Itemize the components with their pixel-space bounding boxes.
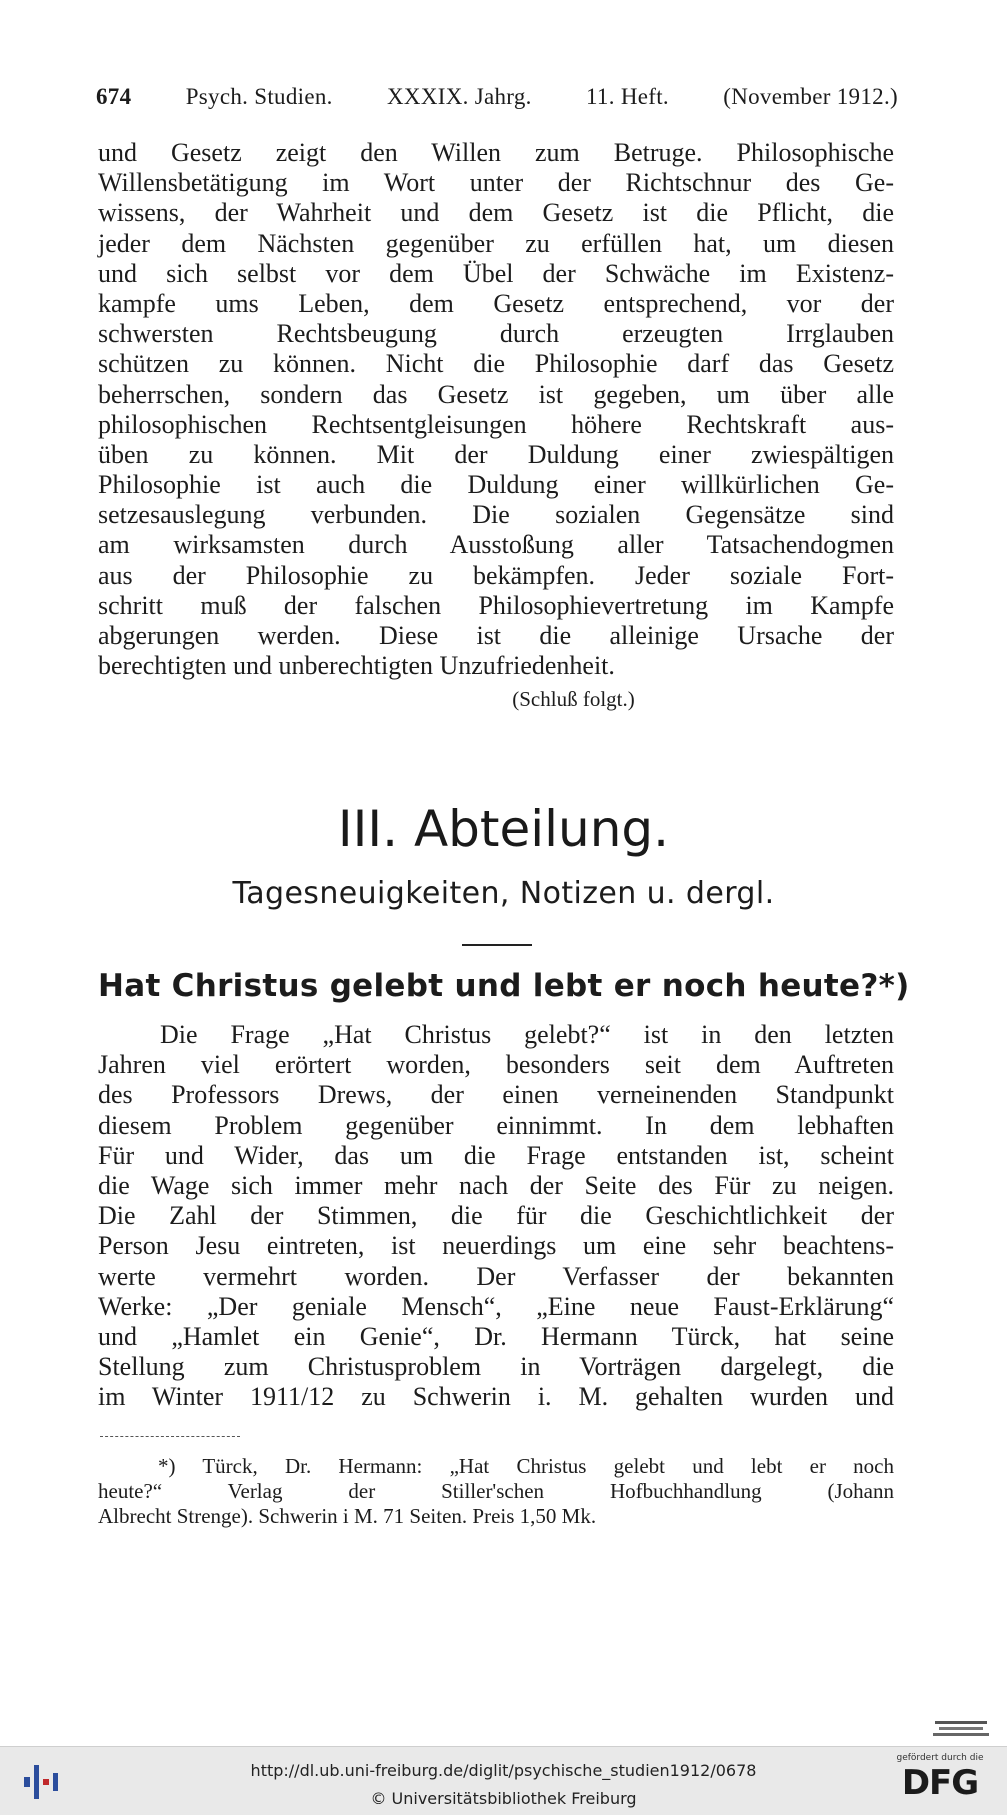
footnote-line: Albrecht Strenge). Schwerin i M. 71 Seiten. Preis 1,50 Mk. [98,1504,597,1528]
text-line: Person Jesu eintreten, ist neuerdings um eine sehr beachtens- [98,1231,894,1261]
copyright-notice: © Universitätsbibliothek Freiburg [370,1789,637,1808]
text-line: werte vermehrt worden. Der Verfasser der bekannten [98,1261,894,1291]
text-line: Werke: „Der geniale Mensch“, „Eine neue Faust-Erklärung“ [98,1291,894,1321]
viewer-footer [0,1746,1007,1815]
text-line: Philosophie ist auch die Duldung einer willkürlichen Ge- [98,470,894,500]
issue: 11. Heft. [585,84,669,109]
text-line: aus der Philosophie zu bekämpfen. Jeder soziale Fort- [98,560,894,590]
text-line: Stellung zum Christusproblem in Vorträgen dargelegt, die [98,1352,894,1382]
text-line: abgerungen werden. Diese ist die alleinige Ursache der [98,621,894,650]
text-line: setzesauslegung verbunden. Die sozialen Gegensätze sind [98,500,894,530]
text-line: am wirksamsten durch Ausstoßung aller Tatsachendogmen [98,530,894,560]
section-divider [462,944,532,946]
dfg-logo-text: DFG [901,1763,979,1803]
scan-target-icon [929,1718,993,1740]
article-body [98,1020,894,1412]
issue-date: (November 1912.) [723,84,898,109]
text-line: kampfe ums Leben, dem Gesetz entsprechend, vor der [98,288,894,318]
footnote-line: heute?“ Verlag der Stiller'schen Hofbuchhandlung (Johann [98,1479,894,1503]
running-head [96,84,898,110]
page-number: 674 [96,84,132,109]
text-line: Die Frage „Hat Christus gelebt?“ ist in den letzten [160,1020,894,1049]
text-line: und Gesetz zeigt den Willen zum Betruge. Philosophische [98,138,894,167]
footnote-line: *) Türck, Dr. Hermann: „Hat Christus gelebt und lebt er noch [158,1454,894,1478]
dfg-logo [885,1753,995,1811]
text-line: schützen zu können. Nicht die Philosophie darf das Gesetz [98,349,894,379]
previous-article-text [98,138,894,681]
article-title: Hat Christus gelebt und lebt er noch heute?*) [98,968,910,1004]
text-line: des Professors Drews, der einen verneinenden Standpunkt [98,1080,894,1110]
text-line: beherrschen, sondern das Gesetz ist gegeben, um über alle [98,379,894,409]
text-line: die Wage sich immer mehr nach der Seite des Für zu neigen. [98,1170,894,1200]
text-line: schritt muß der falschen Philosophievertretung im Kampfe [98,590,894,620]
text-line: schwersten Rechtsbeugung durch erzeugten Irrglauben [98,319,894,349]
text-line: Die Zahl der Stimmen, die für die Geschichtlichkeit der [98,1201,894,1231]
footnote-separator [100,1436,240,1437]
text-line: im Winter 1911/12 zu Schwerin i. M. gehalten wurden und [98,1382,894,1412]
footnote [98,1454,894,1529]
text-line: Jahren viel erörtert worden, besonders seit dem Auftreten [98,1050,894,1080]
text-line: Für und Wider, das um die Frage entstanden ist, scheint [98,1140,894,1170]
document-url[interactable]: http://dl.ub.uni-freiburg.de/diglit/psychische_studien1912/0678 [250,1761,757,1780]
section-subtitle: Tagesneuigkeiten, Notizen u. dergl. [232,876,775,911]
text-line: berechtigten und unberechtigten Unzufriedenheit. [98,651,615,681]
continued-note: (Schluß folgt.) [512,687,635,711]
text-line: jeder dem Nächsten gegenüber zu erfüllen hat, um diesen [98,228,894,258]
journal-name: Psych. Studien. [185,84,333,109]
dfg-tagline: gefördert durch die [896,1753,984,1763]
text-line: philosophischen Rechtsentgleisungen höhere Rechtskraft aus- [98,409,894,439]
text-line: üben zu können. Mit der Duldung einer zwiespältigen [98,439,894,469]
text-line: Willensbetätigung im Wort unter der Richtschnur des Ge- [98,168,894,198]
text-line: diesem Problem gegenüber einnimmt. In dem lebhaften [98,1110,894,1140]
text-line: wissens, der Wahrheit und dem Gesetz ist die Pflicht, die [98,198,894,228]
volume: XXXIX. Jahrg. [387,84,532,109]
text-line: und „Hamlet ein Genie“, Dr. Hermann Türck, hat seine [98,1321,894,1351]
section-title: III. Abteilung. [337,800,670,858]
text-line: und sich selbst vor dem Übel der Schwäche im Existenz- [98,258,894,288]
